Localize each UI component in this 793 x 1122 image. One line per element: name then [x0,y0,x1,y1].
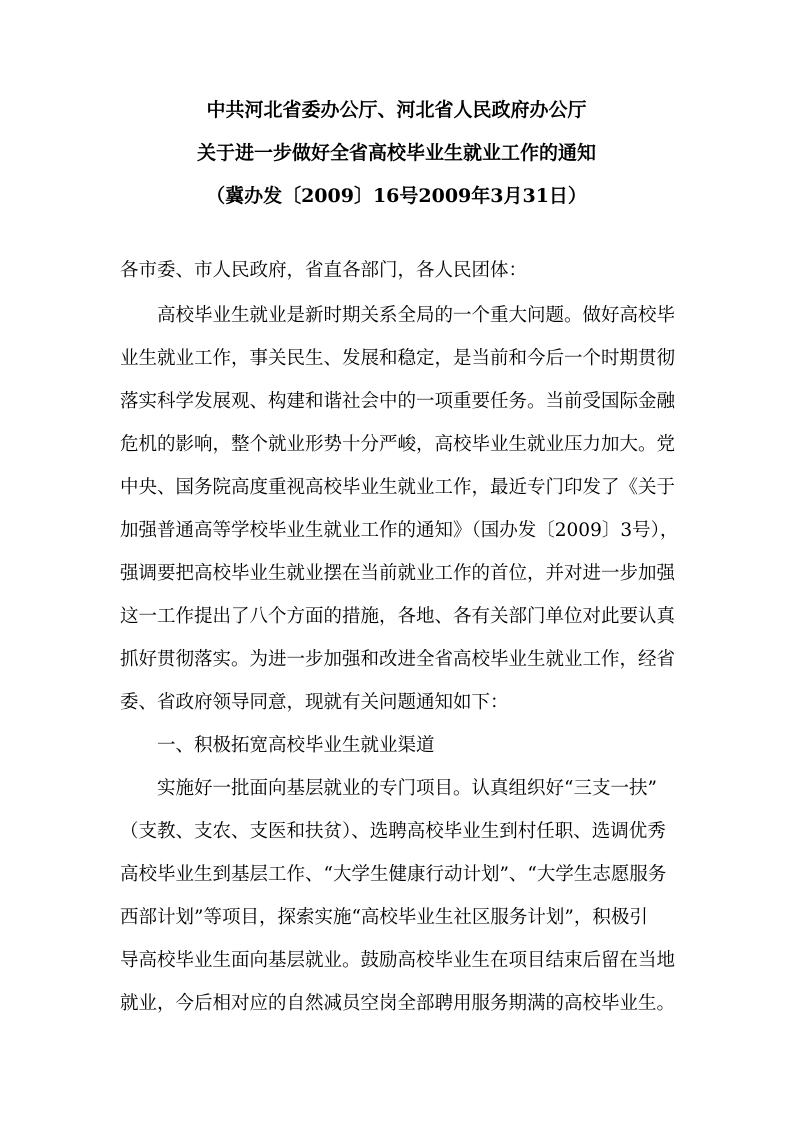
intro-line: 危机的影响，整个就业形势十分严峻，高校毕业生就业压力加大。党 [120,434,676,455]
title-line-1: 中共河北省委办公厅、河北省人民政府办公厅 [206,99,587,121]
salutation: 各市委、市人民政府，省直各部门，各人民团体： [120,260,528,281]
section-heading: 一、积极拓宽高校毕业生就业渠道 [120,735,435,756]
title-line-2: 关于进一步做好全省高校毕业生就业工作的通知 [196,142,596,164]
section-line: （支教、支农、支医和扶贫）、选聘高校毕业生到村任职、选调优秀 [120,821,666,842]
intro-line: 高校毕业生就业是新时期关系全局的一个重大问题。做好高校毕 [120,305,676,326]
intro-line: 落实科学发展观、构建和谐社会中的一项重要任务。当前受国际金融 [120,391,676,412]
title-line-3: （冀办发〔2009〕16号2009年3月31日） [206,185,587,207]
intro-line: 中央、国务院高度重视高校毕业生就业工作，最近专门印发了《关于 [120,477,676,498]
intro-line: 抓好贯彻落实。为进一步加强和改进全省高校毕业生就业工作，经省 [120,649,676,670]
intro-line: 业生就业工作，事关民生、发展和稳定，是当前和今后一个时期贯彻 [120,348,676,369]
intro-line: 委、省政府领导同意，现就有关问题通知如下： [120,692,509,713]
intro-line: 强调要把高校毕业生就业摆在当前就业工作的首位，并对进一步加强 [120,563,676,584]
section-line: 就业，今后相对应的自然减员空岗全部聘用服务期满的高校毕业生。 [120,993,676,1014]
intro-line: 加强普通高等学校毕业生就业工作的通知》（国办发〔2009〕3号）， [120,520,679,541]
section-line: 高校毕业生到基层工作、“大学生健康行动计划”、“大学生志愿服务 [120,864,667,885]
section-line: 西部计划”等项目，探索实施“高校毕业生社区服务计划”，积极引 [120,907,648,928]
intro-line: 这一工作提出了八个方面的措施，各地、各有关部门单位对此要认真 [120,606,676,627]
section-line: 导高校毕业生面向基层就业。鼓励高校毕业生在项目结束后留在当地 [120,950,676,971]
section-line: 实施好一批面向基层就业的专门项目。认真组织好“三支一扶” [120,778,657,799]
